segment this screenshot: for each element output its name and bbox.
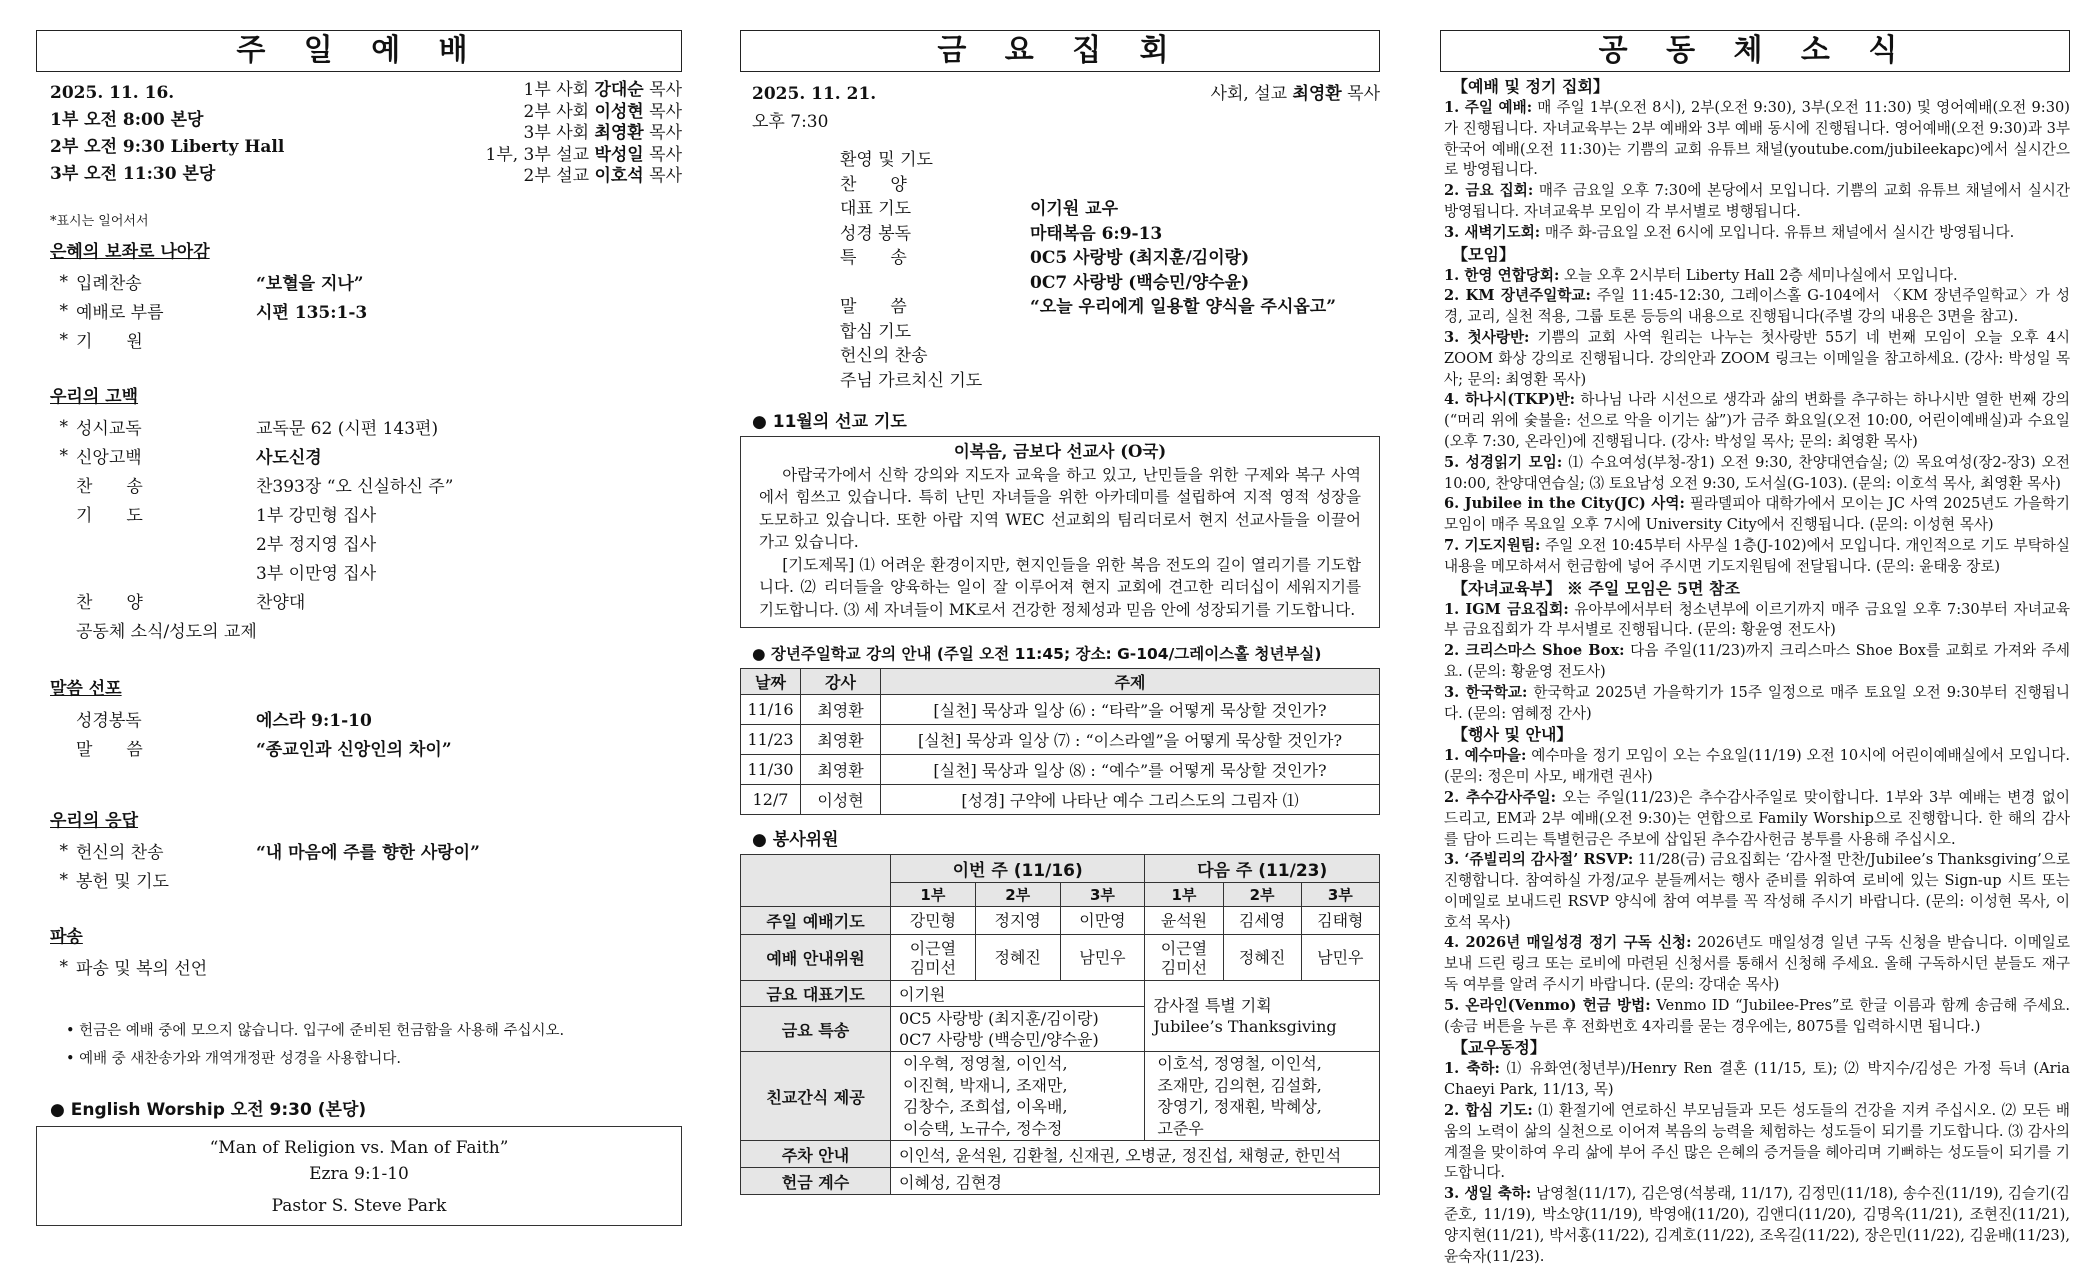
leader-line [380,80,682,102]
friday-order-label: 주님 가르치신 기도 [840,370,983,391]
lecture-header-cell: 강사 [801,669,881,695]
friday-order-label: 특 송 [840,248,907,268]
order-label: 헌신의 찬송 [76,843,164,863]
news-section-heading: 【예배 및 정기 집회】 [1452,77,1609,96]
news-item-title: 1. 예수마을: [1444,747,1527,765]
order-label: 기 원 [76,332,143,352]
volunteer-name: 김태형 [1301,907,1379,935]
order-value: “내 마음에 주를 향한 사랑이” [256,843,480,863]
friday-order-value: 0C7 사랑방 (백승민/양수윤) [1030,272,1250,293]
section-title: 우리의 응답 [50,811,139,831]
footnote: • 예배 중 새찬송가와 개역개정판 성경을 사용합니다. [66,1051,401,1067]
service-time: 3부 오전 11:30 본당 [50,164,216,184]
news-item-text: 매 주일 1부(오전 8시), 2부(오전 9:30), 3부(오전 11:30) 및 영어예배(오전 9:30)가 진행됩니다. 자녀교육부는 2부 예배와 3부 예배 동시에 진행됩니다. 영어예배(오전 9:30)과 3부 한국어 예배(오전 11:30)는 기쁨의 교회 유튜브 채널(youtube.com/jubileekapc)에서 실시간으로 방영됩니다. [1444,99,2070,179]
order-label: 찬 양 [76,593,143,613]
news-item-title: 3. 새벽기도회: [1444,223,1541,241]
mission-prayer: [기도제목] ⑴ 어려운 환경이지만, 현지인들을 위한 복음 전도의 길이 열리기를 기도합니다. ⑵ 리더들을 양육하는 일이 잘 이루어져 현지 교회에 견고한 리더십이 세워지기를 기도합니다. ⑶ 세 자녀들이 MK로서 건강한 정체성과 믿음 안에 성장되기를 기도합니다. [759,555,1361,619]
leader-suffix: 목사 [649,101,682,122]
news-item-title: 1. 한영 연합당회: [1444,266,1560,284]
news-item [1444,536,2070,578]
leader-name: 이성현 [594,101,644,122]
lecture-header-row [741,669,1380,695]
news-item [1444,494,2070,536]
news-item-text: 오는 주일(11/23)은 추수감사주일로 맞이합니다. 1부와 3부 예배는 변경 없이 드리고, EM과 2부 예배(오전 9:30)는 연합으로 Family Worship으로 진행합니다. 한 해의 감사를 담아 드리는 특별헌금은 주보에 삽입된 추수감사헌금 봉투를 사용해 주십시오. [1444,788,2070,848]
order-value: 1부 강민형 집사 [256,506,377,526]
worship-date: 2025. 11. 16. [50,83,175,103]
news-item-title: 2. KM 장년주일학교: [1444,287,1591,305]
friday-order-label: 말 씀 [840,297,907,317]
volunteers-table [740,854,1380,1195]
part-header: 1부 [1145,883,1223,907]
lecture-cell: 최영환 [801,695,881,725]
news-item-text: 2026년도 매일성경 일년 구독 신청을 받습니다. 이메일로 보내 드린 링크 또는 로비에 마련된 신청서를 통해서 신청해 주세요. 올해 구독하시던 분들도 재구독 여부를 알려 주시기 바랍니다. (문의: 강대순 목사) [1444,934,2070,994]
order-item [50,325,682,354]
friday-order [740,148,1380,393]
lecture-cell: 최영환 [801,725,881,755]
order-label: 파송 및 복의 선언 [76,959,208,979]
news-item [1444,996,2070,1038]
friday-order-label: 합심 기도 [840,321,912,342]
thanksgiving-note: 감사절 특별 기획 Jubilee’s Thanksgiving [1145,981,1380,1052]
news-item-text: 기쁨의 교회 사역 원리는 나누는 첫사랑반 55기 네 번째 모임이 오늘 오후 4시 ZOOM 화상 강의로 진행됩니다. 강의안과 ZOOM 링크는 이메일을 참고하세요. (강사: 박성일 목사; 문의: 최영환 목사) [1444,328,2071,388]
friday-order-label: 대표 기도 [840,199,912,219]
order-item [50,952,682,981]
news-item [1444,933,2070,995]
news-item [1444,641,2070,683]
friday-time: 오후 7:30 [752,112,829,132]
order-value: 2부 정지영 집사 [256,535,377,555]
news-item-text: 하나님 나라 시선으로 생각과 삶의 변화를 추구하는 하나시반 열한 번째 강의(“머리 위에 숯불을: 선으로 악을 이기는 삶”)가 금주 화요일(오전 10:00, 어린이예배실)과 수요일(오후 7:30, 온라인)에 진행됩니다. (강사: 박성일 목사; 문의: 최영환 목사) [1444,391,2071,450]
news-item [1444,1059,2070,1101]
mission-report: 아랍국가에서 신학 강의와 지도자 교육을 하고 있고, 난민들을 위한 구제와 복구 사역에서 힘쓰고 있습니다. 특히 난민 자녀들을 위한 아카데미를 설립하여 지적 영적 성장을 도모하고 있습니다. 또한 아랍 지역 WEC 선교회의 팀리더로서 현지 선교사들을 이끌어 가고 있습니다. [759,465,1361,551]
news-item-title: 5. 성경읽기 모임: [1444,453,1563,471]
news-item-text: 유아부에서부터 청소년부에 이르기까지 매주 금요일 오후 7:30부터 자녀교육부 금요집회가 각 부서별로 진행됩니다. (문의: 황윤영 전도사) [1444,600,2070,639]
lecture-heading: ● 장년주일학교 강의 안내 (주일 오전 11:45; 장소: G-104/그레이스홀 청년부실) [752,645,1322,663]
lecture-table [740,668,1380,815]
standing-note: *표시는 일어서서 [50,214,149,229]
order-label: 성시교독 [76,419,142,439]
volunteer-name: 김세영 [1223,907,1301,935]
leader-name: 최영환 [594,123,644,144]
volunteer-name: 정지영 [975,907,1060,935]
volunteer-name: 정혜진 [1223,935,1301,981]
volunteer-name: 이근열 김미선 [1145,935,1223,981]
volunteer-name: 이근열 김미선 [891,935,976,981]
friday-order-item [840,173,1380,198]
leader-line [380,123,682,145]
news-item [1444,98,2070,181]
mission-box [740,436,1380,628]
leader-name: 강대순 [594,80,644,100]
sunday-worship-column [36,30,682,1226]
news-item-title: 3. ‘쥬빌리의 감사절’ RSVP: [1444,851,1634,869]
news-item [1444,223,2070,244]
order-label: 성경봉독 [76,711,142,731]
order-label: 예배로 부름 [76,303,164,323]
english-sermon-title: “Man of Religion vs. Man of Faith” [209,1138,509,1158]
news-item-title: 3. 첫사랑반: [1444,328,1530,346]
lecture-cell: 11/23 [741,725,801,755]
news-item [1444,181,2070,223]
standing-mark: * [59,416,68,437]
english-scripture: Ezra 9:1-10 [309,1164,409,1184]
section-title: 말씀 선포 [50,679,122,699]
footnote-text: 예배 중 새찬송가와 개역개정판 성경을 사용합니다. [79,1051,401,1067]
volunteer-week-row [741,855,1380,883]
news-item-text: ⑴ 환절기에 연로하신 부모님들과 모든 성도들의 건강을 지켜 주십시오. ⑵ 모든 배움의 노력이 삶의 실천으로 이어져 복음의 능력을 체험하는 성도들이 되기를 기도합니다. ⑶ 감사의 계절을 맞이하여 우리 삶에 부어 주신 많은 은혜의 증거들을 헤아리며 기뻐하는 성도들이 되기를 기도합니다. [1444,1102,2070,1182]
part-header: 3부 [1301,883,1379,907]
leader-role: 2부 사회 [523,101,590,122]
order-item [50,733,682,762]
news-item [1444,1184,2070,1267]
order-value: 에스라 9:1-10 [256,711,372,731]
part-header: 2부 [1223,883,1301,907]
order-item [50,836,682,865]
friday-order-item [840,197,1380,222]
standing-mark: * [59,956,68,977]
news-item [1444,328,2070,390]
friday-order-label: 성경 봉독 [840,223,912,244]
order-label: 신앙고백 [76,448,142,468]
lecture-cell: [실천] 묵상과 일상 ⑺ : “이스라엘”을 어떻게 묵상할 것인가? [881,725,1380,755]
friday-order-value: 이기원 교우 [1030,199,1119,219]
footnote: • 헌금은 예배 중에 모으지 않습니다. 입구에 준비된 헌금함을 사용해 주십시오. [66,1023,565,1039]
mission-heading: ● 11월의 선교 기도 [752,412,907,432]
news-section-heading: 【교우동정】 [1452,1038,1546,1058]
news-item [1444,746,2070,788]
service-time: 2부 오전 9:30 Liberty Hall [50,137,285,157]
order-value: 사도신경 [256,448,322,468]
order-item [50,586,682,615]
news-item [1444,266,2070,287]
service-times [50,107,380,188]
volunteers-heading: ● 봉사위원 [752,830,839,850]
standing-mark: * [59,271,68,292]
worship-footnotes [36,1017,682,1073]
friday-prayer-row [741,981,1380,1007]
friday-order-item [840,369,1380,394]
parking-label: 주차 안내 [741,1141,891,1168]
lecture-row [741,725,1380,755]
news-item-title: 1. 주일 예배: [1444,99,1533,116]
service-header [36,80,682,188]
friday-header [740,80,1380,136]
news-item [1444,390,2070,452]
volunteer-name: 정혜진 [975,935,1060,981]
friday-order-value: 0C5 사랑방 (최지훈/김이랑) [1030,248,1250,268]
news-item-text: 다음 주일(11/23)까지 크리스마스 Shoe Box를 교회로 가져와 주세요. (문의: 황윤영 전도사) [1444,642,2070,680]
section-title: 은혜의 보좌로 나아감 [50,242,210,262]
news-item [1444,600,2070,642]
order-item [50,865,682,894]
standing-mark: * [59,840,68,861]
order-item [50,470,682,499]
worship-order [36,237,682,981]
news-item-title: 2. 크리스마스 Shoe Box: [1444,642,1625,660]
news-item-title: 4. 하나시(TKP)반: [1444,391,1576,409]
volunteer-name: 강민형 [891,907,976,935]
news-item-title: 2. 합심 기도: [1444,1102,1533,1120]
order-label: 말 씀 [76,740,143,760]
order-value: 3부 이만영 집사 [256,564,377,584]
order-item [50,615,682,644]
news-item-title: 3. 생일 축하: [1444,1185,1532,1203]
lecture-row [741,755,1380,785]
news-item [1444,788,2070,850]
offering-label: 헌금 계수 [741,1168,891,1195]
order-value: 찬393장 “오 신실하신 주” [256,477,454,497]
order-item [50,704,682,733]
order-label: 찬 송 [76,477,143,497]
news-item-text: 한국학교 2025년 가을학기가 15주 일정으로 매주 토요일 오전 9:30부터 진행됩니다. (문의: 염혜정 간사) [1444,683,2071,722]
offering-row [741,1168,1380,1195]
lecture-cell: 최영환 [801,755,881,785]
section-title: 파송 [50,927,83,947]
order-label: 입례찬송 [76,274,142,294]
order-value: 시편 135:1-3 [256,303,368,323]
news-item-text: 11/28(금) 금요집회는 ‘감사절 만찬/Jubilee’s Thanksgiving’으로 진행합니다. 참여하실 가정/교우 분들께서는 행사 준비를 위하여 로비에 있는 Sign-up 시트 또는 이메일로 보내드린 RSVP 양식에 참여 여부를 꼭 작성해 주시기 바랍니다. (문의: 이성현 목사, 이호석 목사) [1444,851,2070,931]
sunday-worship-title: 주 일 예 배 [36,30,682,72]
standing-mark: * [59,300,68,321]
volunteer-role: 예배 안내위원 [741,935,891,981]
friday-special-label: 금요 특송 [741,1007,891,1052]
news-item-text: ⑴ 유화연(청년부)/Henry Ren 결혼 (11/15, 토); ⑵ 박지수/김성은 가정 득녀 (Aria Chaeyi Park, 11/13, 목) [1444,1060,2070,1099]
section-title: 우리의 고백 [50,387,139,407]
leader-line [380,145,682,167]
lecture-cell: 11/16 [741,695,801,725]
missionary-name: 이복음, 금보다 선교사 (O국) [953,442,1167,461]
community-news-title: 공 동 체 소 식 [1440,30,2070,72]
leader-role: 2부 설교 [523,166,590,187]
news-item-text: ⑴ 수요여성(부청-장1) 오전 9:30, 찬양대연습실; ⑵ 목요여성(장2-장3) 오전 10:00, 찬양대연습실; ⑶ 토요남성 오전 9:30, 도서실(G-103). (문의: 이호석 목사, 최영환 목사) [1444,453,2070,492]
friday-special-names: 0C5 사랑방 (최지훈/김이랑) 0C7 사랑방 (백승민/양수윤) [891,1007,1145,1052]
news-item-title: 4. 2026년 매일성경 정기 구독 신청: [1444,934,1692,952]
friday-gathering-title: 금 요 집 회 [740,30,1380,72]
order-item [50,441,682,470]
standing-mark: * [59,445,68,466]
news-item-title: 2. 금요 집회: [1444,182,1534,200]
friday-order-item [840,246,1380,271]
news-item [1444,453,2070,495]
this-week-header: 이번 주 (11/16) [891,855,1145,883]
order-item [50,557,682,586]
order-item [50,528,682,557]
volunteer-name: 이만영 [1060,907,1145,935]
lecture-header-cell: 날짜 [741,669,801,695]
leader-line [380,102,682,124]
news-item-title: 6. Jubilee in the City(JC) 사역: [1444,495,1685,513]
community-news-column [1440,30,2070,1267]
news-section-heading: 【모임】 [1452,244,1515,264]
news-item-text: 오늘 오후 2시부터 Liberty Hall 2층 세미나실에서 모입니다. [1559,266,1958,284]
leader-name: 박성일 [594,144,644,165]
friday-order-value: 마태복음 6:9-13 [1030,223,1163,244]
order-value: “보혈을 지나” [256,274,364,294]
lecture-row [741,785,1380,815]
volunteer-row [741,907,1380,935]
news-item-text: 매주 금요일 오후 7:30에 본당에서 모입니다. 기쁨의 교회 유튜브 채널에서 실시간 방영됩니다. 자녀교육부 모임이 각 부서별로 병행됩니다. [1444,182,2070,220]
snack-this-week: 이우혁, 정영철, 이인석, 이진혁, 박재니, 조재만, 김창수, 조희섭, 이옥배, 이승택, 노규수, 정수정 [891,1052,1145,1141]
snack-label: 친교간식 제공 [741,1052,891,1141]
snack-row [741,1052,1380,1141]
leader-role: 1부 사회 [523,80,590,100]
news-item-text: 주일 오전 10:45부터 사무실 1층(J-102)에서 모입니다. 개인적으로 기도 부탁하실 내용을 메모하셔서 헌금함에 넣어 주시면 기도지원팀에 전달됩니다. (문의: 윤태웅 장로) [1444,536,2070,575]
community-news [1440,76,2070,1267]
volunteer-row [741,935,1380,981]
leader-suffix: 목사 [649,123,682,144]
leader-suffix: 목사 [649,80,682,100]
leader-line [380,166,682,188]
volunteer-name: 윤석원 [1145,907,1223,935]
news-item-title: 3. 한국학교: [1444,683,1528,701]
order-item [50,499,682,528]
lecture-header-cell: 주제 [881,669,1380,695]
volunteer-corner [741,855,891,907]
lecture-row [741,695,1380,725]
leader-role: 3부 사회 [523,123,590,144]
friday-order-label: 찬 양 [840,174,907,195]
friday-order-item [840,344,1380,369]
parking-row [741,1141,1380,1168]
standing-mark: * [59,329,68,350]
news-item-title: 7. 기도지원팀: [1444,536,1541,554]
standing-mark: * [59,869,68,890]
friday-leader: 사회, 설교 최영환 목사 [1210,84,1380,104]
leader-suffix: 목사 [649,144,682,165]
lecture-cell: [성경] 구약에 나타난 예수 그리스도의 그림자 ⑴ [881,785,1380,815]
lecture-cell: [실천] 묵상과 일상 ⑹ : “타락”을 어떻게 묵상할 것인가? [881,695,1380,725]
friday-order-value: “오늘 우리에게 일용할 양식을 주시옵고” [1030,297,1336,317]
news-item [1444,1101,2070,1184]
news-item-text: 매주 화-금요일 오전 6시에 모입니다. 유튜브 채널에서 실시간 방영됩니다. [1540,223,2015,241]
volunteer-role: 주일 예배기도 [741,907,891,935]
friday-order-item [840,295,1380,320]
friday-prayer-name: 이기원 [891,981,1145,1007]
volunteer-name: 남민우 [1301,935,1379,981]
english-worship-box [36,1126,682,1226]
snack-next-week: 이호석, 정영철, 이인석, 조재만, 김의현, 김설화, 장영기, 정재훤, 박혜상, 고준우 [1145,1052,1380,1141]
news-item [1444,850,2070,933]
news-item-text: 남영철(11/17), 김은영(석봉래, 11/17), 김정민(11/18), 송수진(11/19), 김슬기(김준호, 11/19), 박소양(11/19), 박영애(11/20), 김앤디(11/20), 김명옥(11/21), 조현진(11/21), 양지현(11/21), 박서홍(11/22), 김계호(11/22), 조옥길(11/22), 장은민(11/22), 김윤배(11/23), 윤숙자(11/23). [1444,1185,2070,1265]
lecture-cell: 이성현 [801,785,881,815]
friday-order-label: 헌신의 찬송 [840,346,928,366]
friday-prayer-label: 금요 대표기도 [741,981,891,1007]
parking-names: 이인석, 윤석원, 김환철, 신재권, 오병균, 정진섭, 채형균, 한민석 [891,1141,1380,1168]
news-item-title: 2. 추수감사주일: [1444,788,1556,806]
part-header: 1부 [891,883,976,907]
order-label: 봉헌 및 기도 [76,872,169,892]
order-label: 기 도 [76,506,143,526]
offering-names: 이혜성, 김현경 [891,1168,1380,1195]
footnote-text: 헌금은 예배 중에 모으지 않습니다. 입구에 준비된 헌금함을 사용해 주십시오. [79,1023,565,1039]
leader-role: 1부, 3부 설교 [485,144,590,165]
news-item-title: 1. 축하: [1444,1060,1500,1078]
lecture-cell: 11/30 [741,755,801,785]
part-header: 2부 [975,883,1060,907]
english-pastor: Pastor S. Steve Park [271,1196,447,1216]
news-item-title: 5. 온라인(Venmo) 헌금 방법: [1444,996,1651,1014]
news-item-text: Venmo ID “Jubilee-Pres”로 한글 이름과 함께 송금해 주세요. (송금 버튼을 누른 후 전화번호 4자리를 묻는 경우에는, 8075를 입력하시면 됩니다.) [1444,996,2070,1035]
order-label: 공동체 소식/성도의 교제 [76,622,257,642]
friday-order-item [840,271,1380,296]
friday-order-item [840,320,1380,345]
news-item-title: 1. IGM 금요집회: [1444,600,1569,618]
part-header: 3부 [1060,883,1145,907]
order-value: 찬양대 [256,593,306,613]
news-item [1444,286,2070,328]
volunteer-name: 남민우 [1060,935,1145,981]
news-section-heading: 【자녀교육부】 ※ 주일 모임은 5면 참조 [1452,578,1740,598]
news-item-text: 예수마을 정기 모임이 오는 수요일(11/19) 오전 10시에 어린이예배실에서 모입니다. (문의: 정은미 사모, 배개련 권사) [1444,747,2070,786]
news-item-text: 필라델피아 대학가에서 모이는 JC 사역 2025년도 가을학기 모임이 매주 목요일 오후 7시에 University City에서 진행됩니다. (문의: 이성현 목사) [1444,495,2070,534]
service-leaders [380,80,682,188]
next-week-header: 다음 주 (11/23) [1145,855,1380,883]
news-section-heading: 【행사 및 안내】 [1452,725,1573,745]
order-item [50,267,682,296]
english-worship-heading: ● English Worship 오전 9:30 (본당) [50,1100,367,1120]
leader-suffix: 목사 [649,166,682,187]
order-value: 교독문 62 (시편 143편) [256,419,439,439]
service-time: 1부 오전 8:00 본당 [50,110,204,130]
friday-gathering-column [740,30,1380,1195]
lecture-cell: [실천] 묵상과 일상 ⑻ : “예수”를 어떻게 묵상할 것인가? [881,755,1380,785]
leader-name: 이호석 [594,166,644,187]
friday-order-item [840,222,1380,247]
order-item [50,296,682,325]
news-item [1444,683,2070,725]
lecture-cell: 12/7 [741,785,801,815]
order-value: “종교인과 신앙인의 차이” [256,740,452,760]
friday-order-label: 환영 및 기도 [840,150,933,170]
friday-date: 2025. 11. 21. [752,84,877,104]
friday-order-item [840,148,1380,173]
friday-order-label [840,271,1030,296]
news-item-text: 주일 11:45-12:30, 그레이스홀 G-104에서 〈KM 장년주일학교〉가 성경, 교리, 실천 적용, 그룹 토론 등등의 내용으로 진행됩니다(주별 강의 내용은 3면을 참고). [1444,287,2070,326]
order-item [50,412,682,441]
